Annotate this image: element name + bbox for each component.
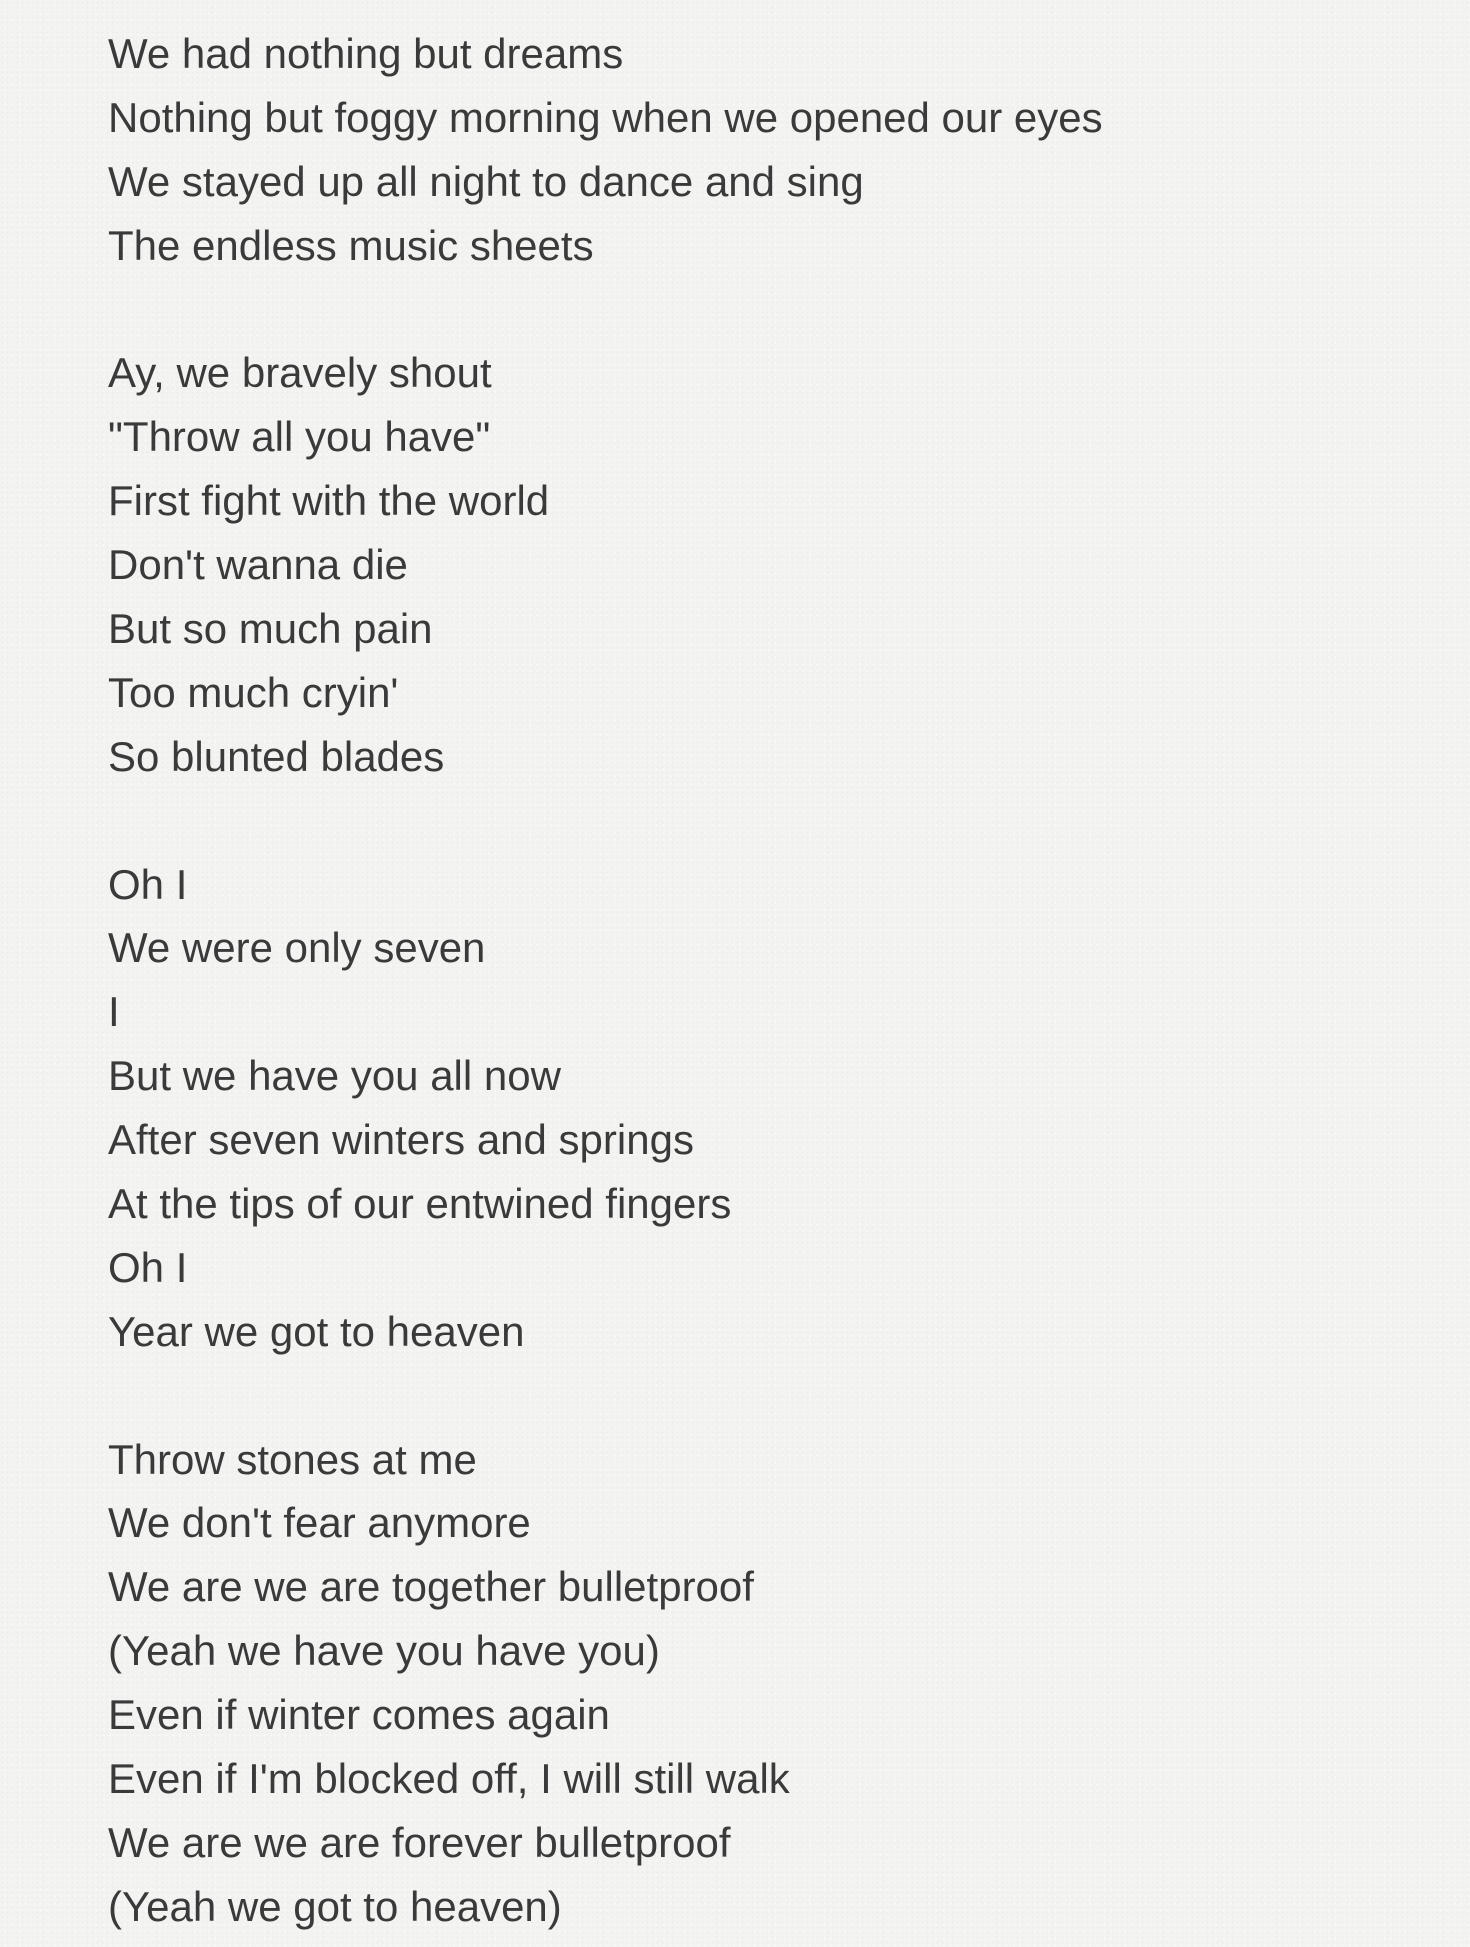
lyric-line: Even if I'm blocked off, I will still walk [108,1755,790,1803]
lyric-line: We are we are forever bulletproof [108,1818,731,1866]
note-body [108,22,1428,1939]
lyric-line: We stayed up all night to dance and sing [108,157,864,205]
lyric-line: But we have you all now [108,1052,561,1100]
lyric-line: We are we are together bulletproof [108,1563,754,1611]
lyric-line: "Throw all you have" [108,413,491,461]
lyric-line: (Yeah we got to heaven) [108,1882,562,1930]
stanza-2 [108,341,1428,788]
lyric-line: Nothing but foggy morning when we opened our eyes [108,93,1103,141]
lyric-line: But so much pain [108,605,433,653]
lyric-line: Too much cryin' [108,668,399,716]
lyric-line: (Yeah we have you have you) [108,1627,660,1675]
lyric-line: Ay, we bravely shout [108,349,492,397]
stanza-1 [108,22,1428,278]
lyric-line: I [108,988,120,1036]
lyric-line: The endless music sheets [108,221,594,269]
lyric-line: Even if winter comes again [108,1691,610,1739]
lyric-line: We had nothing but dreams [108,30,624,77]
lyric-line: Oh I [108,1243,188,1291]
lyric-line: Don't wanna die [108,541,408,589]
lyric-line: So blunted blades [108,732,445,780]
stanza-3 [108,853,1428,1364]
lyric-line: At the tips of our entwined fingers [108,1180,732,1228]
lyric-line: Oh I [108,860,188,908]
lyric-line: After seven winters and springs [108,1116,694,1164]
stanza-4 [108,1428,1428,1939]
lyric-line: We don't fear anymore [108,1499,531,1547]
lyric-line: First fight with the world [108,477,550,525]
lyric-line: Throw stones at me [108,1435,477,1483]
lyric-line: We were only seven [108,924,486,972]
lyric-line: Year we got to heaven [108,1307,525,1355]
